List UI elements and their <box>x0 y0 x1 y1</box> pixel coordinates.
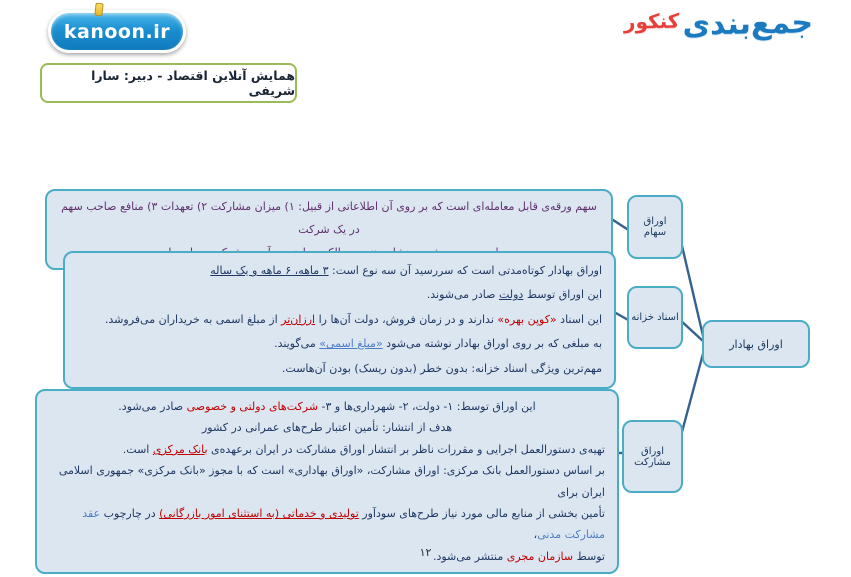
infobox-line: مهم‌ترین ویژگی اسناد خزانه: بدون خطر (بدون ریسک) بودن آن‌هاست. <box>281 361 602 375</box>
node-label: اوراق مشارکت <box>634 445 671 468</box>
infobox-line: هدف از انتشار: تأمین اعتبار طرح‌های عمرانی در کشور <box>201 421 453 435</box>
node-participation-bonds <box>622 420 683 493</box>
infobox-line: این اسناد «کوپن بهره» ندارند و در زمان فروش، دولت آن‌ها را ارزان‌تر از مبلغ اسمی به خریداران می‌فروشد. <box>104 312 602 326</box>
node-treasury-documents <box>627 286 683 349</box>
infobox-line: سهم ورقه‌ی قابل معامله‌ای است که بر روی آن اطلاعاتی از قبیل: ۱) میزان مشارکت ۲) تعهدات ۳) منافع صاحب سهم در یک شرکت <box>61 200 597 236</box>
kanoon-logo-text: kanoon.ir <box>63 20 171 43</box>
infobox-line: توسط سازمان مجری منتشر می‌شود. <box>432 549 605 563</box>
node-stock-securities <box>627 195 683 259</box>
infobox-line: این اوراق توسط: ۱- دولت، ۲- شهرداری‌ها و ۳- شرکت‌های دولتی و خصوصی صادر می‌شود. <box>118 400 536 413</box>
brand-word-konkour: کنکور <box>623 8 680 34</box>
pencil-icon <box>94 3 103 17</box>
node-label: اوراق سهام <box>643 216 667 238</box>
infobox-treasury-documents <box>63 251 616 389</box>
kanoon-logo <box>48 10 186 53</box>
infobox-line: تأمین بخشی از منابع مالی مورد نیاز طرح‌های سودآور تولیدی و خدماتی (به استثنای امور بازرگانی) در چارچوب عقد مشارکت مدنی، <box>82 507 605 542</box>
session-title-box <box>40 63 297 103</box>
page-number: ۱۲ <box>419 546 432 559</box>
infobox-line: تهیه‌ی دستورالعمل اجرایی و مقررات ناظر بر انتشار اوراق مشارکت در ایران برعهده‌ی بانک مرکزی است. <box>122 442 605 456</box>
node-label: اسناد خزانه <box>631 312 679 323</box>
node-label: اوراق بهادار <box>729 337 783 351</box>
infobox-line: بر اساس دستورالعمل بانک مرکزی: اوراق مشارکت، «اوراق بهاداری» است که با مجوز «بانک مرکزی» جمهوری اسلامی ایران برای <box>58 464 605 499</box>
brand-word-jambandi: جمع‌بندی <box>682 5 814 43</box>
session-title: همایش آنلاین اقتصاد - دبیر: سارا شریفی <box>91 68 295 98</box>
infobox-line: اوراق بهادار کوتاه‌مدتی است که سررسید آن سه نوع است: ۳ ماهه، ۶ ماهه و یک ساله <box>210 264 602 277</box>
infobox-line: این اوراق توسط دولت صادر می‌شوند. <box>426 288 602 302</box>
node-securities-root <box>702 320 810 368</box>
konkour-summary-logo <box>624 6 814 42</box>
infobox-line: به مبلغی که بر روی اوراق بهادار نوشته می‌شود «مبلغ اسمی» می‌گویند. <box>274 337 602 351</box>
